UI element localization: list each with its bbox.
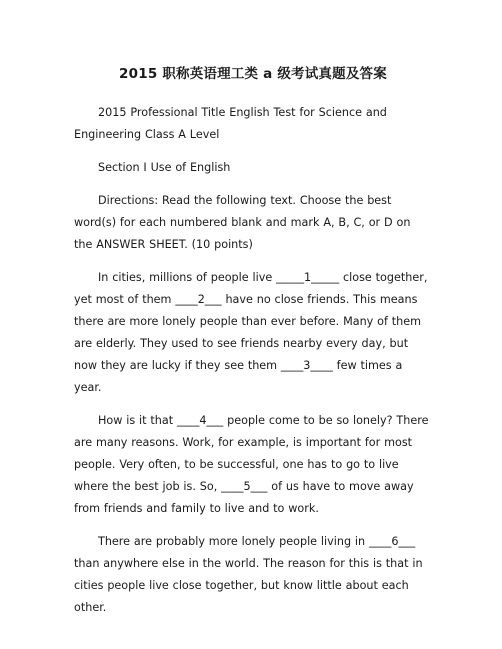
document-title: 2015 职称英语理工类 a 级考试真题及答案	[119, 66, 387, 82]
paragraph-passage-2: How is it that ____4___ people come to be so lonely? There are many reasons. Work, for example, is important for most people. Very often, to be successful, one has to go to live where the best job is. So, ____5___ of us have to move away from friends and family to live and to work.	[74, 414, 429, 515]
paragraph-directions: Directions: Read the following text. Choose the best word(s) for each numbered blank and mark A, B, C, or D on the ANSWER SHEET. (10 points)	[74, 194, 411, 251]
paragraph-test-name: 2015 Professional Title English Test for Science and Engineering Class A Level	[74, 106, 387, 141]
paragraph-passage-1: In cities, millions of people live _____1_____ close together, yet most of them ____2___ have no close friends. This means there are more lonely people than ever before. Many of them are elderly. They used to see friends nearby every day, but now they are lucky if they see them ____3____ few times a year.	[74, 271, 428, 394]
paragraph-section-heading: Section I Use of English	[98, 161, 231, 174]
paragraph-passage-3: There are probably more lonely people living in ____6___ than anywhere else in the world. The reason for this is that in cities people live close together, but know little about each other.	[74, 535, 423, 614]
